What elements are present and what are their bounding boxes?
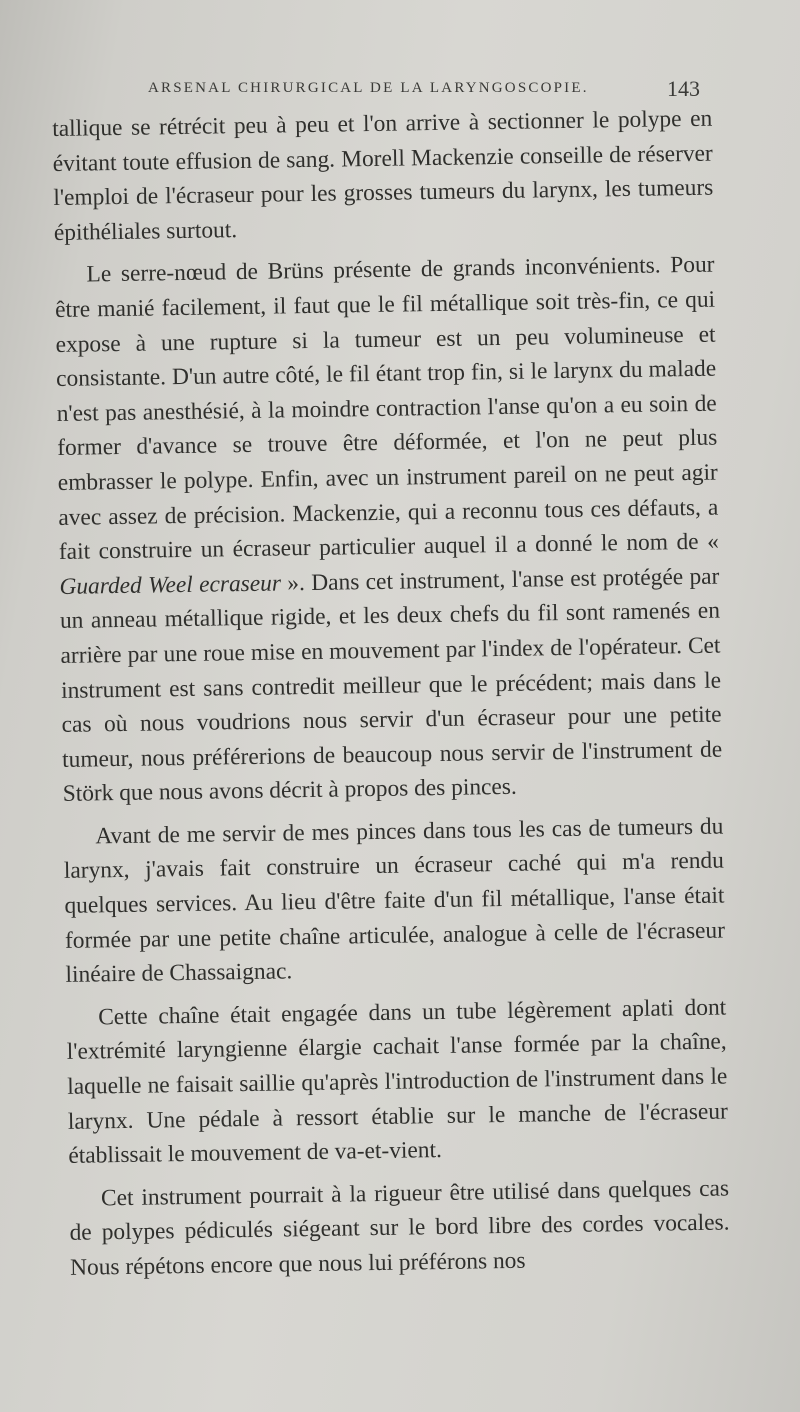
paragraph (52, 102, 714, 251)
running-head-title: ARSENAL CHIRURGICAL DE LA LARYNGOSCOPIE. (148, 80, 589, 96)
italic-term: Guarded Weel ecraseur (59, 570, 282, 600)
paragraph-text: Cet instrument pourrait à la rigueur être utilisé dans quelques cas de polypes pédiculés siégeant sur le bord libre des cordes vocales. Nous répétons encore que nous lui préférons nos (69, 1175, 730, 1281)
running-head (148, 76, 708, 101)
paragraph (54, 248, 723, 812)
paragraph-text: tallique se rétrécit peu à peu et l'on arrive à sectionner le polype en évitant toute effusion de sang. Morell Mackenzie conseille de réserver l'emploi de l'écraseur pour les grosses tumeurs du larynx, les tumeurs épithéliales surtout. (52, 105, 714, 246)
paragraph-text: Le serre-nœud de Brüns présente de grands inconvénients. Pour être manié facilement, il faut que le fil métallique soit très-fin, ce qui expose à une rupture si la tumeur est un peu volumineuse et consistante. D'un autre côté, le fil étant trop fin, si le larynx du malade n'est pas anesthésié, à la moindre contraction l'anse qu'on a eu soin de former d'avance se trouve être déformée, et l'on ne peut plus embrasser le polype. Enfin, avec un instrument pareil on ne peut agir avec assez de précision. Mackenzie, qui a reconnu tous ces défauts, a fait construire un écraseur particulier auquel il a donné le nom de « (54, 251, 720, 566)
paragraph (69, 1171, 731, 1285)
body-text (52, 102, 730, 1286)
paragraph-text: Avant de me servir de mes pinces dans tous les cas de tumeurs du larynx, j'avais fait construire un écraseur caché qui m'a rendu quelques services. Au lieu d'être faite d'un fil métallique, l'anse était formée par une petite chaîne articulée, analogue à celle de l'écraseur linéaire de Chassaignac. (63, 813, 726, 989)
paragraph-text-tail: ». Dans cet instrument, l'anse est protégée par un anneau métallique rigide, et les deux chefs du fil sont ramenés en arrière par une roue mise en mouvement par l'index de l'opérateur. Cet instrument est sans contredit meilleur que le précédent; mais dans le cas où nous voudrions nous servir d'un écraseur pour une petite tumeur, nous préférerions de beaucoup nous servir de l'instrument de Störk que nous avons décrit à propos des pinces. (59, 563, 723, 808)
paragraph (66, 990, 729, 1173)
paragraph-text: Cette chaîne était engagée dans un tube légèrement aplati dont l'extrémité laryngienne élargie cachait l'anse formée par la chaîne, laquelle ne faisait saillie qu'après l'introduction de l'instrument dans le larynx. Une pédale à ressort établie sur le manche de l'écraseur établissait le mouvement de va-et-vient. (66, 994, 728, 1170)
paragraph (63, 809, 726, 992)
page-number: 143 (667, 76, 700, 101)
